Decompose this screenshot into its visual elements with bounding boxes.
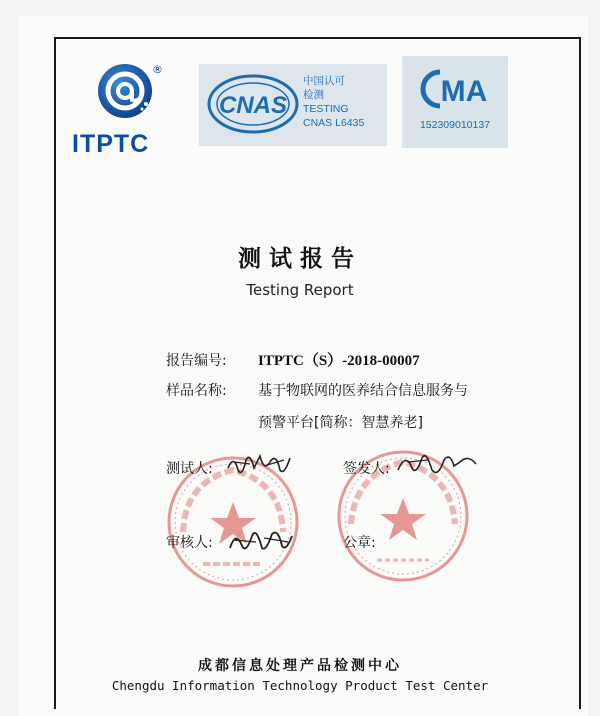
issuer-label: 签发人: [343, 461, 390, 477]
tester-label: 测试人: [166, 461, 213, 477]
test-center-chinese: 成都信息处理产品检测中心 [198, 658, 402, 674]
report-number-value: ITPTC（S）-2018-00007 [258, 353, 420, 369]
itptc-logo-text: ITPTC [72, 130, 150, 158]
reviewer-signature [226, 522, 296, 558]
itptc-logo-icon [96, 62, 154, 120]
title-chinese: 测试报告 [238, 246, 362, 272]
issuer-signature [394, 448, 480, 480]
cnas-en-line2: CNAS L6435 [303, 117, 365, 129]
cma-logo-icon [420, 66, 492, 112]
cnas-logo-icon [205, 72, 301, 136]
cnas-cn-line2: 检测 [303, 89, 324, 101]
reviewer-label: 审核人: [166, 535, 213, 551]
seal-label: 公章: [343, 535, 376, 551]
cma-number: 152309010137 [419, 119, 491, 131]
cnas-cn-line1: 中国认可 [303, 75, 345, 87]
sample-name-line2: 预警平台[简称：智慧养老] [258, 415, 423, 431]
test-center-english: Chengdu Information Technology Product Test Center [111, 678, 489, 693]
sample-name-line1: 基于物联网的医养结合信息服务与 [258, 383, 468, 399]
tester-signature [224, 448, 294, 480]
cma-text: MA [440, 75, 488, 108]
registered-mark: ® [152, 63, 163, 76]
report-number-label: 报告编号: [166, 353, 227, 369]
cnas-caption [303, 74, 364, 130]
cnas-en-line1: TESTING [303, 103, 349, 115]
sample-name-label: 样品名称: [166, 383, 227, 399]
title-english: Testing Report [246, 281, 354, 299]
cnas-text: CNAS [218, 92, 288, 119]
